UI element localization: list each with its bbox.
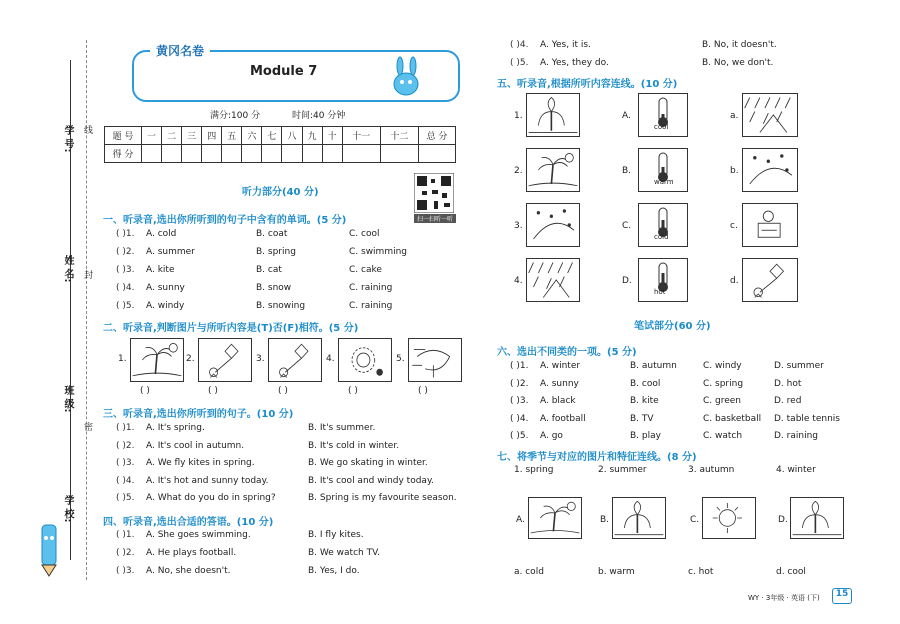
- s3-option-b[interactable]: B. It's cool and windy today.: [308, 475, 434, 486]
- s7-feature[interactable]: c. hot: [688, 567, 714, 577]
- s1-option-c[interactable]: C. cool: [349, 229, 380, 239]
- s3-option-a[interactable]: A. We fly kites in spring.: [146, 458, 255, 468]
- s2-number: 1.: [118, 354, 127, 364]
- s2-number: 2.: [186, 354, 195, 364]
- s5-number: 1.: [514, 111, 523, 121]
- s1-option-b[interactable]: B. snow: [256, 283, 292, 293]
- s7-pic-label: A.: [516, 515, 525, 525]
- written-title: 笔试部分(60 分): [634, 321, 711, 332]
- s6-option-c[interactable]: C. basketball: [703, 413, 762, 424]
- s6-option-n: ( )2.: [510, 378, 529, 389]
- score-table: [104, 126, 456, 163]
- seal-feng: 封: [82, 270, 92, 279]
- s5-right-label: d.: [730, 276, 739, 286]
- score-header-cell: 五: [222, 127, 242, 145]
- s1-option-a[interactable]: A. sunny: [146, 283, 185, 293]
- s6-option-c[interactable]: C. windy: [703, 361, 742, 371]
- score-input-cell[interactable]: [322, 145, 342, 163]
- s2-answer-paren[interactable]: ( ): [278, 386, 288, 396]
- s1-option-b[interactable]: B. spring: [256, 247, 296, 257]
- s4-option-n: ( )5.: [510, 58, 529, 68]
- time-limit: 时间:40 分钟: [292, 111, 346, 121]
- s1-option-a[interactable]: A. summer: [146, 247, 195, 257]
- score-header-cell: 总 分: [419, 127, 456, 145]
- s6-option-n: ( )3.: [510, 396, 529, 406]
- s6-option-d[interactable]: D. hot: [774, 378, 802, 389]
- s3-option-a[interactable]: A. What do you do in spring?: [146, 493, 276, 503]
- s6-option-n: ( )5.: [510, 431, 529, 441]
- s5-thermometer-label: hot: [654, 288, 666, 296]
- s3-option-b[interactable]: B. It's cold in winter.: [308, 440, 400, 451]
- score-header-cell: 一: [142, 127, 162, 145]
- listening-title: 听力部分(40 分): [242, 187, 319, 198]
- s5-number: 4.: [514, 276, 523, 286]
- section4-title: 四、听录音,选出合适的答语。(10 分): [103, 517, 274, 528]
- s2-picture-4: [338, 338, 392, 382]
- s5-right-picture-1: [742, 93, 798, 137]
- qr-caption: 扫一扫听一听: [414, 214, 456, 223]
- s4-option-n: ( )1.: [116, 530, 135, 540]
- s5-mid-label: C.: [622, 221, 632, 231]
- score-header-cell: 题 号: [105, 127, 142, 145]
- s5-number: 2.: [514, 166, 523, 176]
- score-input-cell[interactable]: [419, 145, 456, 163]
- s5-left-picture-1: [526, 93, 580, 137]
- s3-option-n: ( )5.: [116, 493, 135, 503]
- s1-option-c[interactable]: C. swimming: [349, 247, 408, 257]
- s2-picture-5: [408, 338, 462, 382]
- s7-season[interactable]: 4. winter: [776, 465, 816, 475]
- s4-option-b[interactable]: B. No, it doesn't.: [702, 40, 777, 50]
- s2-answer-paren[interactable]: ( ): [208, 386, 218, 396]
- score-header-cell: 四: [202, 127, 222, 145]
- s1-option-n: ( )5.: [116, 301, 135, 311]
- s6-option-c[interactable]: C. green: [703, 396, 741, 406]
- s4-option-b[interactable]: B. We watch TV.: [308, 548, 380, 558]
- brand-logo: 黄冈名卷: [150, 42, 210, 59]
- s6-option-n: ( )1.: [510, 361, 529, 371]
- s6-option-c[interactable]: C. watch: [703, 431, 743, 441]
- s2-number: 5.: [396, 354, 405, 364]
- page-number: 15: [832, 588, 852, 604]
- s4-option-a[interactable]: A. He plays football.: [146, 548, 237, 558]
- s7-picture-1: [528, 497, 582, 539]
- s3-option-n: ( )4.: [116, 475, 135, 486]
- s4-option-n: ( )4.: [510, 40, 529, 50]
- s7-picture-3: [702, 497, 756, 539]
- s2-picture-3: [268, 338, 322, 382]
- s4-option-n: ( )3.: [116, 566, 135, 576]
- s6-option-b[interactable]: B. cool: [630, 378, 661, 389]
- s3-option-a[interactable]: A. It's cool in autumn.: [146, 440, 245, 451]
- score-input-cell[interactable]: [142, 145, 162, 163]
- module-title: Module 7: [250, 64, 318, 79]
- s4-option-a[interactable]: A. Yes, they do.: [540, 58, 609, 68]
- score-input-cell[interactable]: [202, 145, 222, 163]
- s5-thermometer-label: cool: [654, 123, 669, 131]
- s6-option-d[interactable]: D. raining: [774, 431, 818, 441]
- s5-number: 3.: [514, 221, 523, 231]
- score-header-cell: 三: [182, 127, 202, 145]
- score-header-cell: 十二: [380, 127, 418, 145]
- s4-option-n: ( )2.: [116, 548, 135, 558]
- score-input-cell[interactable]: [302, 145, 322, 163]
- s3-option-n: ( )2.: [116, 440, 135, 451]
- s6-option-a[interactable]: A. black: [540, 396, 576, 406]
- id-label: 学 号:: [62, 125, 73, 153]
- s7-season[interactable]: 3. autumn: [688, 465, 735, 475]
- s1-option-c[interactable]: C. raining: [349, 283, 393, 293]
- s4-option-b[interactable]: B. No, we don't.: [702, 58, 774, 68]
- s6-option-a[interactable]: A. sunny: [540, 378, 579, 389]
- s1-option-n: ( )4.: [116, 283, 135, 293]
- section2-title: 二、听录音,判断图片与所听内容是(T)否(F)相符。(5 分): [103, 323, 359, 334]
- s6-option-d[interactable]: D. red: [774, 396, 802, 406]
- score-input-cell[interactable]: [262, 145, 282, 163]
- s6-option-a[interactable]: A. football: [540, 413, 586, 424]
- s3-option-n: ( )1.: [116, 423, 135, 433]
- s1-option-b[interactable]: B. snowing: [256, 301, 306, 311]
- s7-picture-4: [790, 497, 844, 539]
- s4-option-b[interactable]: B. I fly kites.: [308, 530, 364, 540]
- s7-picture-2: [612, 497, 666, 539]
- s5-left-picture-4: [526, 258, 580, 302]
- score-header-cell: 七: [262, 127, 282, 145]
- s6-option-b[interactable]: B. kite: [630, 396, 659, 406]
- s1-option-n: ( )3.: [116, 265, 135, 275]
- s1-option-c[interactable]: C. raining: [349, 301, 393, 311]
- score-header-cell: 二: [162, 127, 182, 145]
- seal-mi: 密: [82, 422, 92, 431]
- s6-option-c[interactable]: C. spring: [703, 378, 744, 389]
- score-header-cell: 六: [242, 127, 262, 145]
- section1-title: 一、听录音,选出你所听到的句子中含有的单词。(5 分): [103, 215, 347, 226]
- score-input-cell[interactable]: [182, 145, 202, 163]
- s7-feature[interactable]: a. cold: [514, 567, 544, 577]
- s1-option-b[interactable]: B. cat: [256, 265, 282, 275]
- score-input-cell[interactable]: [242, 145, 262, 163]
- s7-feature[interactable]: d. cool: [776, 567, 806, 577]
- s3-option-a[interactable]: A. It's spring.: [146, 423, 205, 433]
- s6-option-n: ( )4.: [510, 413, 529, 424]
- footer-text: WY · 3年级 · 英语 (下): [748, 594, 820, 602]
- score-header-cell: 十一: [342, 127, 380, 145]
- s1-option-a[interactable]: A. kite: [146, 265, 175, 275]
- s2-picture-1: [130, 338, 184, 382]
- s1-option-b[interactable]: B. coat: [256, 229, 288, 239]
- s7-pic-label: C.: [690, 515, 700, 525]
- s7-season[interactable]: 2. summer: [598, 465, 647, 475]
- s6-option-d[interactable]: D. summer: [774, 361, 824, 371]
- class-label: 班 级:: [62, 385, 73, 413]
- s5-left-picture-2: [526, 148, 580, 192]
- section7-title: 七、将季节与对应的图片和特征连线。(8 分): [497, 452, 697, 463]
- s3-option-b[interactable]: B. We go skating in winter.: [308, 458, 428, 468]
- s1-option-n: ( )2.: [116, 247, 135, 257]
- s3-option-b[interactable]: B. It's summer.: [308, 423, 376, 433]
- s1-option-a[interactable]: A. cold: [146, 229, 177, 239]
- s5-thermometer-label: warm: [654, 178, 674, 186]
- s6-option-b[interactable]: B. autumn: [630, 361, 677, 371]
- s6-option-b[interactable]: B. TV: [630, 413, 654, 424]
- s5-right-picture-2: [742, 148, 798, 192]
- score-header-cell: 九: [302, 127, 322, 145]
- s5-thermometer-label: cold: [654, 233, 669, 241]
- s5-mid-label: D.: [622, 276, 632, 286]
- s5-right-picture-3: [742, 203, 798, 247]
- s1-option-n: ( )1.: [116, 229, 135, 239]
- cut-line: [86, 40, 87, 580]
- s7-feature[interactable]: b. warm: [598, 567, 635, 577]
- score-row-label: 得 分: [105, 145, 142, 163]
- score-input-cell[interactable]: [342, 145, 380, 163]
- qr-code-icon: [414, 173, 454, 213]
- s4-option-b[interactable]: B. Yes, I do.: [308, 566, 360, 576]
- s5-right-picture-4: [742, 258, 798, 302]
- section6-title: 六、选出不同类的一项。(5 分): [497, 347, 637, 358]
- s2-answer-paren[interactable]: ( ): [348, 386, 358, 396]
- full-score: 满分:100 分: [210, 111, 261, 121]
- s6-option-a[interactable]: A. go: [540, 431, 563, 441]
- s2-answer-paren[interactable]: ( ): [418, 386, 428, 396]
- name-label: 姓 名:: [62, 255, 73, 283]
- s7-season[interactable]: 1. spring: [514, 465, 554, 475]
- s7-pic-label: B.: [600, 515, 610, 525]
- score-input-cell[interactable]: [162, 145, 182, 163]
- s1-option-c[interactable]: C. cake: [349, 265, 382, 275]
- bunny-mascot-icon: [384, 56, 434, 101]
- s2-number: 4.: [326, 354, 335, 364]
- s1-option-a[interactable]: A. windy: [146, 301, 185, 311]
- s6-option-b[interactable]: B. play: [630, 431, 661, 441]
- s5-left-picture-3: [526, 203, 580, 247]
- s2-answer-paren[interactable]: ( ): [140, 386, 150, 396]
- s2-picture-2: [198, 338, 252, 382]
- section5-title: 五、听录音,根据所听内容连线。(10 分): [497, 79, 678, 90]
- s5-right-label: a.: [730, 111, 739, 121]
- school-label: 学 校:: [62, 495, 73, 523]
- s5-mid-label: A.: [622, 111, 631, 121]
- score-input-cell[interactable]: [282, 145, 302, 163]
- s4-option-a[interactable]: A. She goes swimming.: [146, 530, 251, 540]
- score-header-cell: 八: [282, 127, 302, 145]
- s5-mid-label: B.: [622, 166, 632, 176]
- s5-right-label: c.: [730, 221, 738, 231]
- s4-option-a[interactable]: A. No, she doesn't.: [146, 566, 231, 576]
- score-input-cell[interactable]: [222, 145, 242, 163]
- s3-option-n: ( )3.: [116, 458, 135, 468]
- s2-number: 3.: [256, 354, 265, 364]
- section3-title: 三、听录音,选出你所听到的句子。(10 分): [103, 409, 294, 420]
- s7-pic-label: D.: [778, 515, 788, 525]
- seal-xian: 线: [82, 125, 92, 134]
- s5-right-label: b.: [730, 166, 739, 176]
- s6-option-d[interactable]: D. table tennis: [774, 413, 840, 424]
- s3-option-a[interactable]: A. It's hot and sunny today.: [146, 475, 269, 486]
- s3-option-b[interactable]: B. Spring is my favourite season.: [308, 493, 457, 503]
- s6-option-a[interactable]: A. winter: [540, 361, 581, 371]
- s4-option-a[interactable]: A. Yes, it is.: [540, 40, 591, 50]
- score-input-cell[interactable]: [380, 145, 418, 163]
- mascot-pencil-icon: [30, 520, 70, 580]
- score-header-cell: 十: [322, 127, 342, 145]
